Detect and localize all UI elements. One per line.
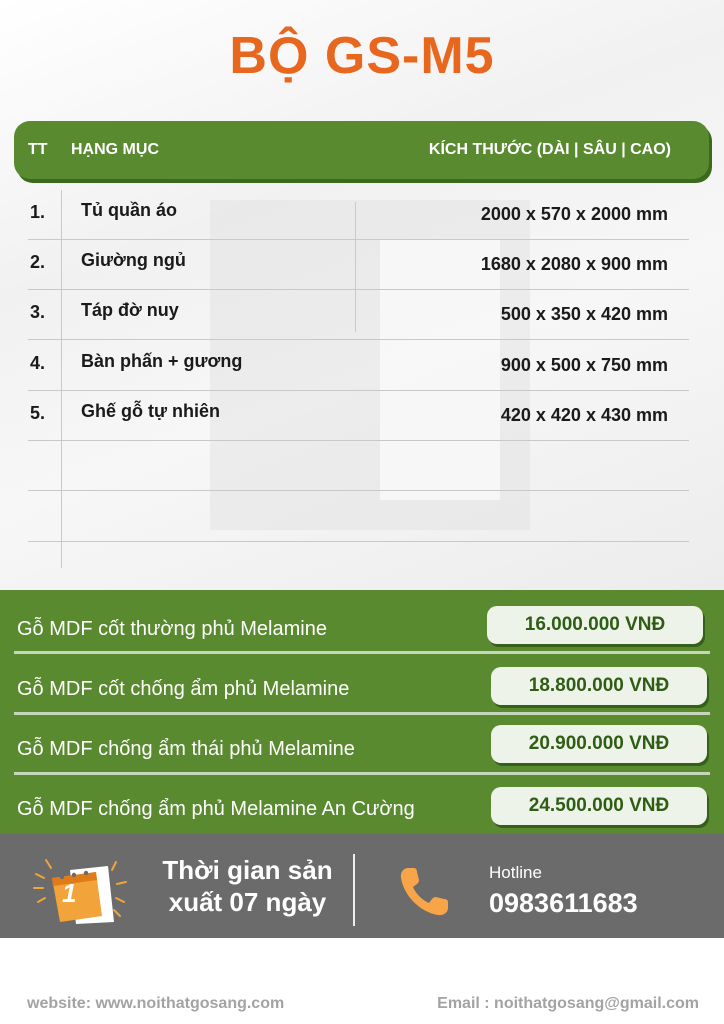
calendar-icon — [30, 852, 134, 928]
footer — [0, 938, 724, 1024]
price-value: 18.800.000 VNĐ — [491, 667, 707, 705]
table-header — [14, 121, 709, 179]
calendar-day: 1 — [62, 878, 77, 908]
info-divider — [353, 854, 355, 926]
hotline-number[interactable]: 0983611683 — [489, 888, 638, 918]
table-row-empty — [0, 441, 724, 491]
production-time-line2: xuất 07 ngày — [168, 887, 327, 917]
row-number: 3. — [30, 302, 46, 322]
email-link[interactable]: Email : noithatgosang@gmail.com — [437, 995, 699, 1012]
price-section — [0, 590, 724, 834]
price-value: 16.000.000 VNĐ — [487, 606, 703, 644]
row-size: 500 x 350 x 420 mm — [500, 304, 668, 324]
row-number: 4. — [30, 353, 46, 373]
price-divider — [14, 712, 710, 715]
row-item-name: Ghế gỗ tự nhiên — [81, 401, 221, 421]
page-title: BỘ GS-M5 — [229, 27, 495, 85]
website-link[interactable]: website: www.noithatgosang.com — [27, 995, 285, 1012]
table-row-empty — [0, 492, 724, 542]
row-size: 1680 x 2080 x 900 mm — [480, 254, 668, 274]
row-item-name: Táp đờ nuy — [81, 300, 179, 320]
price-divider — [14, 651, 710, 654]
production-time — [160, 854, 335, 918]
price-label: Gỗ MDF cốt thường phủ Melamine — [17, 618, 327, 640]
header-tt: TT — [28, 141, 48, 158]
production-time-line1: Thời gian sản — [162, 855, 333, 885]
price-label: Gỗ MDF chống ẩm phủ Melamine An Cường — [17, 798, 415, 820]
row-divider — [28, 541, 689, 542]
price-row — [0, 595, 724, 653]
row-number: 5. — [30, 403, 46, 423]
price-value: 20.900.000 VNĐ — [491, 725, 707, 763]
price-row — [0, 716, 724, 774]
price-row — [0, 656, 724, 714]
phone-icon — [398, 864, 452, 918]
price-value: 24.500.000 VNĐ — [491, 787, 707, 825]
header-item: HẠNG MỤC — [71, 141, 159, 158]
row-number: 1. — [30, 202, 46, 222]
row-size: 420 x 420 x 430 mm — [500, 405, 668, 425]
row-item-name: Giường ngủ — [81, 250, 186, 270]
table-row — [0, 190, 724, 240]
row-size: 2000 x 570 x 2000 mm — [480, 204, 668, 224]
row-item-name: Tủ quần áo — [81, 200, 177, 220]
price-label: Gỗ MDF cốt chống ẩm phủ Melamine — [17, 678, 350, 700]
table-row — [0, 290, 724, 340]
header-size: KÍCH THƯỚC (DÀI | SÂU | CAO) — [428, 141, 671, 158]
row-item-name: Bàn phấn + gương — [81, 351, 243, 371]
price-label: Gỗ MDF chống ẩm thái phủ Melamine — [17, 738, 355, 760]
table-row — [0, 240, 724, 290]
price-divider — [14, 772, 710, 775]
table-row — [0, 391, 724, 441]
hotline-label: Hotline — [489, 863, 542, 882]
row-divider — [28, 490, 689, 491]
price-row — [0, 777, 724, 835]
row-size: 900 x 500 x 750 mm — [500, 355, 668, 375]
table-row — [0, 341, 724, 391]
row-divider — [28, 339, 689, 340]
row-number: 2. — [30, 252, 46, 272]
info-bar — [0, 834, 724, 938]
